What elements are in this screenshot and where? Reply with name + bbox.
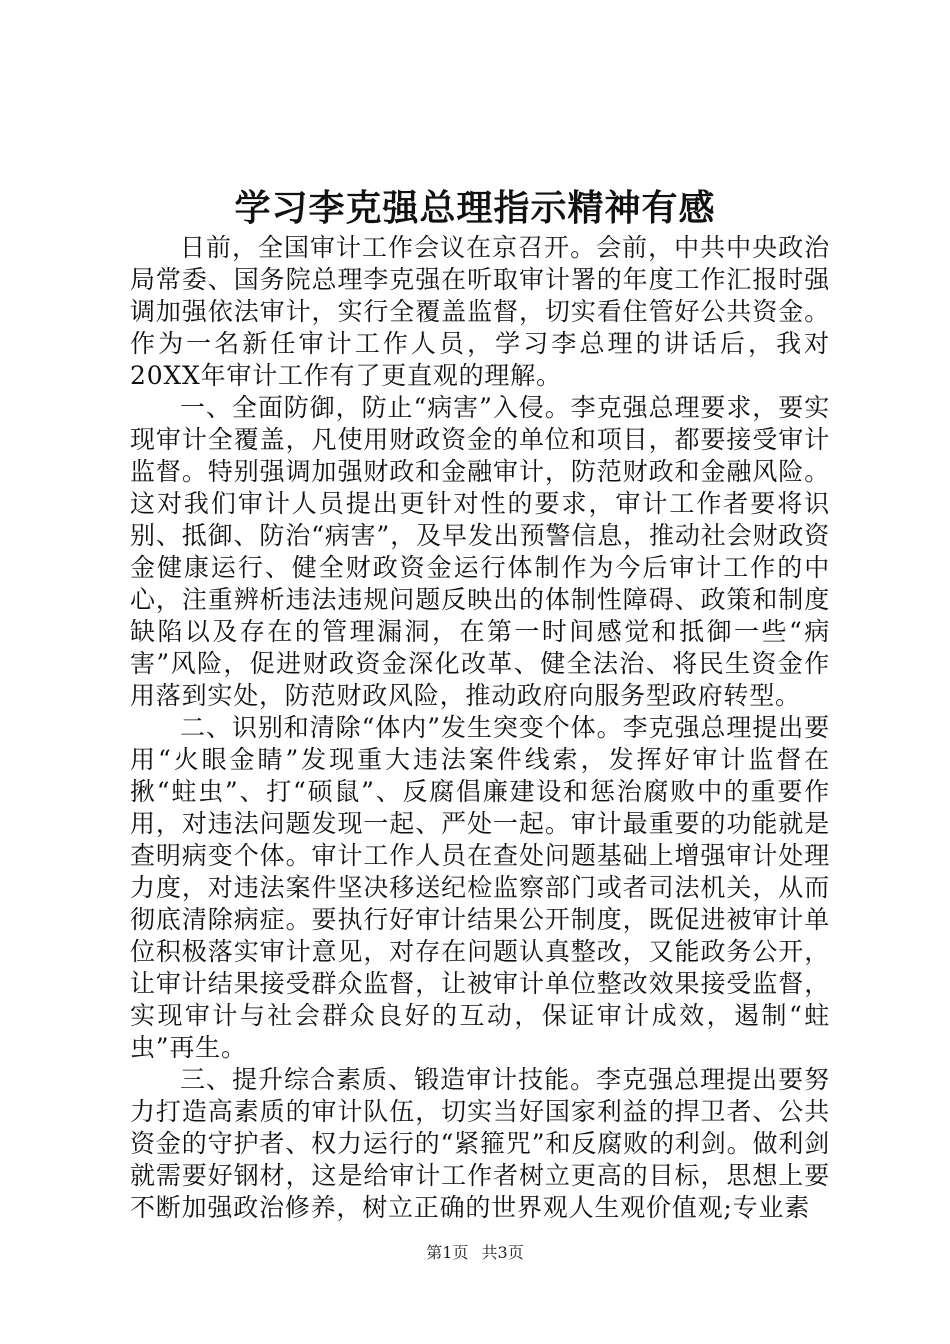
page-number: 第1页: [426, 1243, 469, 1262]
page-total: 共3页: [481, 1243, 524, 1262]
paragraph-section-1: 一、全面防御，防止“病害”入侵。李克强总理要求，要实现审计全覆盖，凡使用财政资金的单位和项目，都要接受审计监督。特别强调加强财政和金融审计，防范财政和金融风险。这对我们审计人员提出更针对性的要求，审计工作者要将识别、抵御、防治“病害”，及早发出预警信息，推动社会财政资金健康运行、健全财政资金运行体制作为今后审计工作的中心，注重辨析违法违规问题反映出的体制性障碍、政策和制度缺陷以及存在的管理漏洞，在第一时间感觉和抵御一些“病害”风险，促进财政资金深化改革、健全法治、将民生资金作用落到实处，防范财政风险，推动政府向服务型政府转型。: [130, 393, 830, 710]
document-title: 学习李克强总理指示精神有感: [234, 187, 716, 229]
page-footer: [0, 1242, 950, 1264]
paragraph-section-3: 三、提升综合素质、锻造审计技能。李克强总理提出要努力打造高素质的审计队伍，切实当好国家利益的捍卫者、公共资金的守护者、权力运行的“紧箍咒”和反腐败的利剑。做利剑就需要好钢材，这是给审计工作者树立更高的目标，思想上要不断加强政治修养，树立正确的世界观人生观价值观;专业素: [130, 1065, 830, 1222]
paragraph-section-2: 二、识别和清除“体内”发生突变个体。李克强总理提出要用“火眼金睛”发现重大违法案件线索，发挥好审计监督在揪“蛀虫”、打“硕鼠”、反腐倡廉建设和惩治腐败中的重要作用，对违法问题发现一起、严处一起。审计最重要的功能就是查明病变个体。审计工作人员在查处问题基础上增强审计处理力度，对违法案件坚决移送纪检监察部门或者司法机关，从而彻底清除病症。要执行好审计结果公开制度，既促进被审计单位积极落实审计意见，对存在问题认真整改，又能政务公开，让审计结果接受群众监督，让被审计单位整改效果接受监督，实现审计与社会群众良好的互动，保证审计成效，遏制“蛀虫”再生。: [130, 713, 830, 1062]
document-body: [130, 232, 830, 1224]
paragraph-intro: 日前，全国审计工作会议在京召开。会前，中共中央政治局常委、国务院总理李克强在听取审计署的年度工作汇报时强调加强依法审计，实行全覆盖监督，切实看住管好公共资金。作为一名新任审计工作人员，学习李总理的讲话后，我对20XX年审计工作有了更直观的理解。: [130, 233, 830, 390]
